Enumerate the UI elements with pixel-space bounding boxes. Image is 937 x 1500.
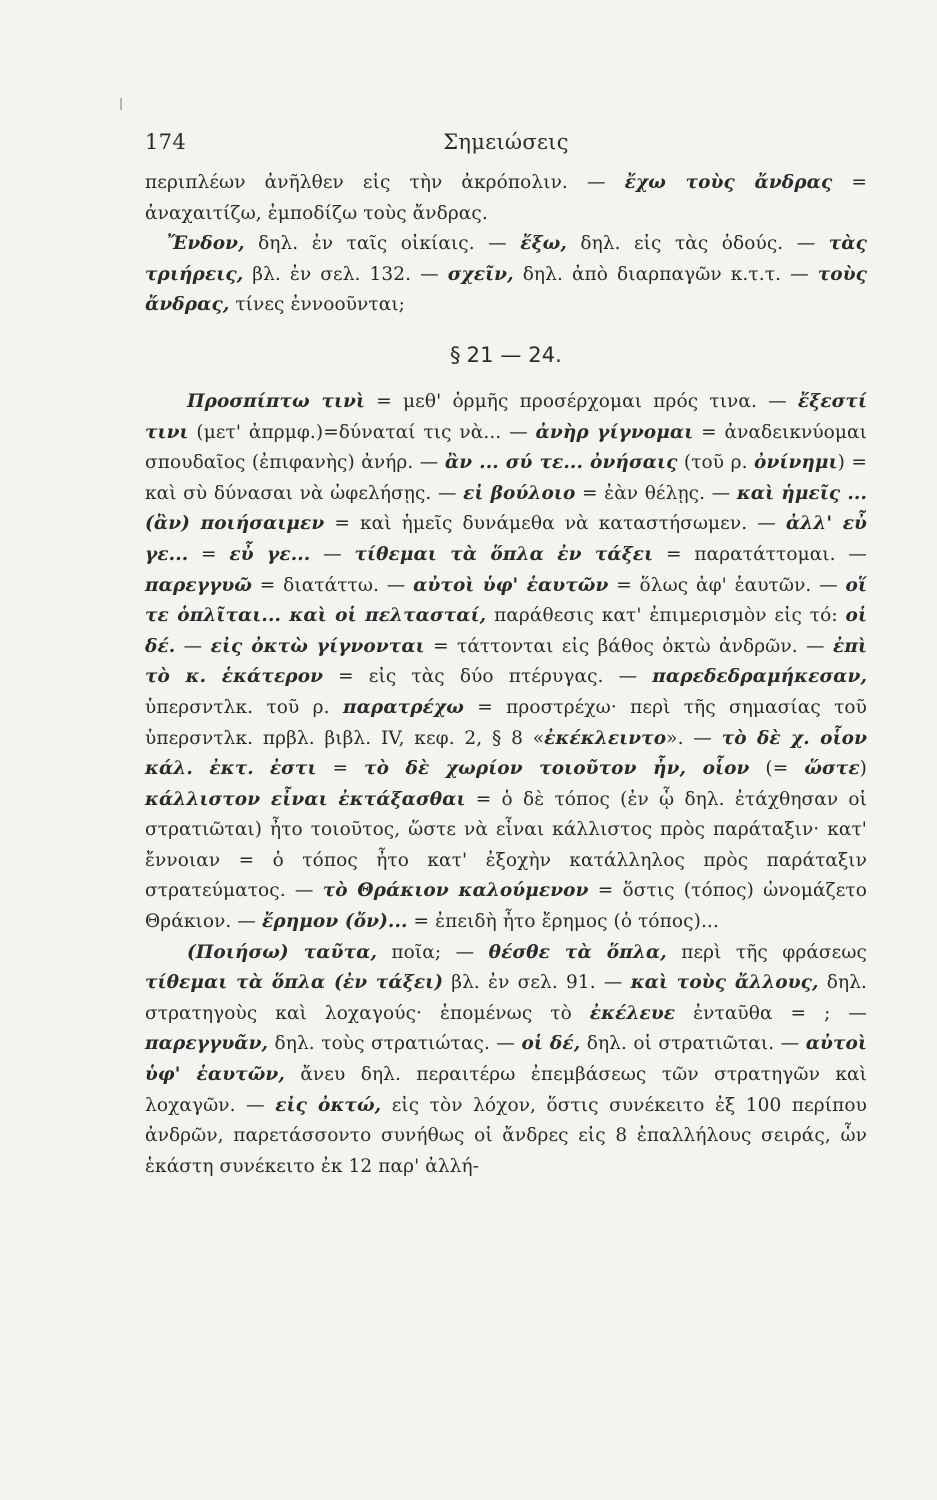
note-paragraph — [145, 168, 867, 229]
gloss-text: δηλ. τοὺς στρατιώτας. — — [268, 1033, 522, 1055]
margin-mark — [120, 98, 122, 110]
gloss-text: παράθεσις κατ' ἐπιμερισμὸν εἰς τό: — [486, 605, 846, 627]
lemma: ἔρημον (ὄν)... — [261, 911, 408, 933]
gloss-text: περιπλέων ἀνῆλθεν εἰς τὴν ἀκρόπολιν. — — [145, 172, 625, 193]
gloss-text: = ἀναχαιτίζω, ἐμποδίζω τοὺς ἄνδρας. — [145, 172, 867, 224]
note-paragraph — [145, 387, 867, 938]
lemma: ἀνὴρ γίγνομαι — [535, 421, 694, 443]
gloss-text: δηλ. εἰς τὰς ὁδούς. — — [566, 233, 829, 255]
lemma: εἰ βούλοιο — [463, 482, 576, 504]
gloss-text: βλ. ἐν σελ. 132. — — [243, 263, 448, 285]
gloss-text: βλ. ἐν σελ. 91. — — [443, 972, 631, 994]
lemma: ἔξεστί τινι — [145, 390, 868, 443]
lemma: παρατρέχω — [342, 696, 464, 718]
lemma: ἂν ... σύ τε... ὀνήσαις — [444, 452, 678, 474]
gloss-text: = — [188, 543, 230, 565]
lemma: ἐστι — [269, 758, 317, 780]
gloss-text: ) = καὶ σὺ δύνασαι νὰ ὠφελήσῃς. — — [145, 452, 867, 504]
note-paragraph — [145, 938, 867, 1183]
lemma: παρεγγυᾶν, — [145, 1033, 269, 1055]
lemma: τὸ Θράκιον καλούμενον — [322, 880, 589, 902]
gloss-text: = ὅλως ἀφ' ἑαυτῶν. — — [608, 574, 846, 596]
gloss-text: = διατάττω. — — [252, 574, 414, 596]
running-head: Σημειώσεις — [443, 130, 569, 154]
lemma: θέσθε τὰ ὅπλα, — [488, 941, 667, 963]
gloss-text: = προστρέχω· περὶ τῆς σημασίας τοῦ ὑπερσντλκ. πρβλ. βιβλ. IV, κεφ. 2, § 8 « — [145, 696, 868, 749]
gloss-text: δηλ. στρατηγοὺς καὶ λοχαγούς· ἑπομένως τὸ — [145, 972, 868, 1024]
notes-after-section — [145, 387, 867, 1182]
gloss-text: = παρατάττομαι. — — [653, 543, 868, 565]
gloss-text: = ἀναδεικνύομαι σπουδαῖος (ἐπιφανὴς) ἀνήρ. — — [145, 421, 867, 474]
section-range: 21 — 24. — [466, 342, 562, 367]
gloss-text: περὶ τῆς φράσεως — [666, 941, 867, 963]
gloss-text: ) — [859, 758, 867, 780]
gloss-text: — — [310, 543, 355, 565]
lemma: αὐτοὶ ὑφ' ἑαυτῶν, — [145, 1033, 867, 1086]
lemma: Προσπίπτω τινὶ — [187, 390, 366, 412]
lemma: ἔχω τοὺς ἄνδρας — [624, 172, 833, 193]
page-header — [145, 118, 867, 168]
gloss-text: (τοῦ ρ. — [677, 452, 755, 474]
document-page — [145, 118, 867, 1182]
section-heading — [145, 335, 867, 375]
lemma: τὸ δὲ χωρίον τοιοῦτον ἦν, οἷον — [364, 758, 750, 780]
page-body — [145, 168, 867, 1182]
gloss-text: = εἰς τὰς δύο πτέρυγας. — — [323, 666, 653, 688]
lemma: εἰς ὀκτὼ γίγνονται — [210, 635, 425, 657]
page-number: 174 — [145, 130, 186, 154]
gloss-text: ἄνευ δηλ. περαιτέρω ἐπεμβάσεως τῶν στρατηγῶν καὶ λοχαγῶν. — — [145, 1064, 867, 1116]
lemma: αὐτοὶ ὑφ' ἑαυτῶν — [413, 574, 609, 596]
lemma: οἱ δέ. — [145, 605, 867, 657]
gloss-text: = τάττονται εἰς βάθος ὀκτὼ ἀνδρῶν. — — [424, 635, 833, 657]
lemma: καὶ τοὺς ἄλλους, — [630, 972, 819, 994]
gloss-text: δηλ. ἀπὸ διαρπαγῶν κ.τ.τ. — — [513, 263, 818, 285]
lemma: ἀλλ' εὖ γε... — [145, 513, 867, 565]
gloss-text: = ὅστις (τόπος) ὠνομάζετο Θράκιον. — — [145, 880, 867, 933]
gloss-text: — — [175, 635, 211, 657]
gloss-text: = μεθ' ὁρμῆς προσέρχομαι πρός τινα. — — [365, 390, 798, 412]
lemma: τίθεμαι τὰ ὅπλα ἐν τάξει — [354, 543, 654, 565]
section-symbol: § — [450, 342, 461, 367]
gloss-text: (= — [749, 758, 805, 780]
gloss-text: ποῖα; — — [377, 941, 489, 963]
gloss-text: (μετ' ἀπρμφ.)=δύναταί τις νὰ... — — [188, 421, 536, 443]
lemma: ἐκέκλειντο — [544, 727, 667, 749]
gloss-text: ὑπερσντλκ. τοῦ ρ. — [145, 696, 343, 718]
lemma: οἱ δέ, — [521, 1033, 581, 1055]
gloss-text — [254, 758, 270, 779]
lemma: τίθεμαι τὰ ὅπλα (ἐν τάξει) — [145, 972, 444, 994]
lemma: καὶ ἡμεῖς ... (ἂν) ποιήσαιμεν — [145, 482, 868, 535]
gloss-text: = ἐπειδὴ ἦτο ἔρημος (ὁ τόπος)... — [407, 911, 719, 933]
notes-before-section — [145, 168, 867, 321]
gloss-text: = ἐὰν θέλῃς. — — [575, 482, 737, 504]
lemma: παρεγγυῶ — [145, 574, 253, 596]
gloss-text: δηλ. ἐν ταῖς οἰκίαις. — — [244, 233, 521, 255]
lemma: οἵ τε ὁπλῖται... καὶ οἱ πελτασταί, — [145, 574, 867, 627]
lemma: Ἔνδον, — [167, 233, 245, 255]
gloss-text: δηλ. οἱ στρατιῶται. — — [580, 1033, 806, 1055]
lemma: τοὺς ἄνδρας, — [145, 263, 867, 316]
lemma: παρεδεδραμήκεσαν, — [652, 666, 867, 688]
gloss-text: = — [316, 758, 365, 780]
note-paragraph — [145, 229, 867, 321]
lemma: εὖ γε... — [229, 543, 311, 565]
lemma: ἔξω, — [520, 233, 567, 255]
gloss-text: τίνες ἐννοοῦνται; — [229, 294, 406, 316]
gloss-text: ». — — [666, 727, 722, 749]
gloss-text: εἰς τὸν λόχον, ὅστις συνέκειτο ἐξ 100 περίπου ἀνδρῶν, παρετάσσοντο συνήθως οἱ ἄνδρες εἰς 8 ἐπαλλήλους σειράς, ὧν ἑκάστη συνέκειτο ἐκ 12 παρ' ἀλλή- — [145, 1094, 867, 1177]
lemma: ἐπὶ τὸ κ. ἑκάτερον — [145, 635, 868, 688]
lemma: κάλλιστον εἶναι ἐκτάξασθαι — [145, 788, 466, 810]
lemma: (Ποιήσω) ταῦτα, — [187, 941, 378, 963]
lemma: ὥστε — [804, 758, 860, 780]
lemma: ἐκέλευε — [589, 1002, 676, 1024]
gloss-text: = ὁ δὲ τόπος (ἐν ᾧ δηλ. ἐτάχθησαν οἱ στρατιῶται) ἦτο τοιοῦτος, ὥστε νὰ εἶναι κάλλιστος πρὸς παράταξιν· κατ' ἔννοιαν = ὁ τόπος ἦτο κατ' ἐξοχὴν κατάλληλος πρὸς παράταξιν στρατεύματος. — — [145, 788, 868, 902]
lemma: τὰς τριήρεις, — [145, 233, 867, 285]
lemma: τὸ δὲ χ. οἷον κάλ. ἐκτ. — [145, 727, 868, 780]
gloss-text: ἐνταῦθα = ; — — [675, 1002, 867, 1024]
gloss-text: = καὶ ἡμεῖς δυνάμεθα νὰ καταστήσωμεν. — — [324, 513, 786, 535]
lemma: ὀνίνημι — [754, 452, 838, 474]
lemma: σχεῖν, — [447, 263, 514, 285]
lemma: εἰς ὀκτώ, — [275, 1094, 382, 1116]
